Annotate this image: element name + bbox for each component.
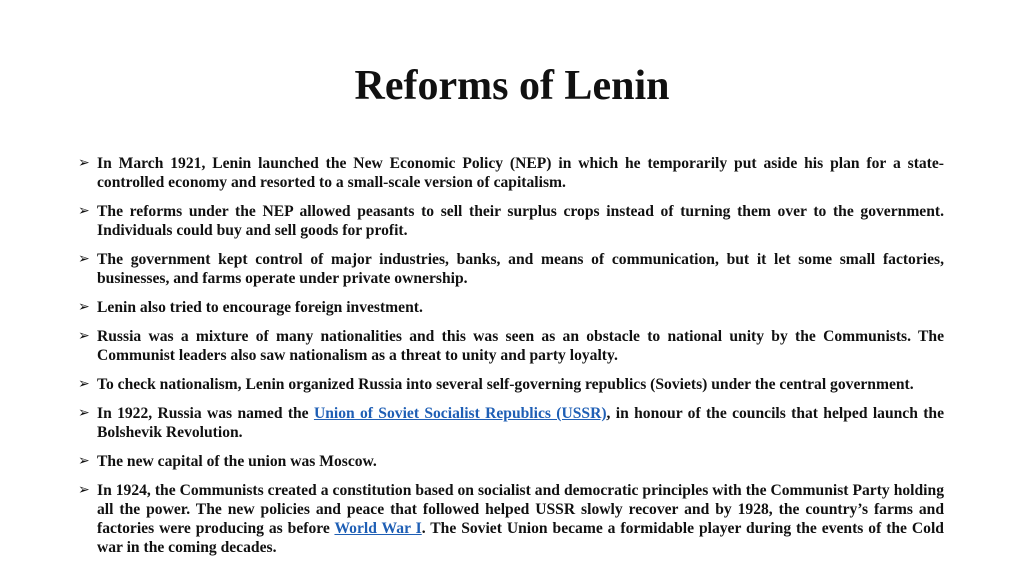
bullet-item bbox=[78, 327, 944, 365]
bullet-item bbox=[78, 250, 944, 288]
bullet-text-before: In 1924, the Communists created a constitution based on socialist and democratic principles with the Communist Party holding all the power. The new policies and peace that followed helped USSR slowly recover and by 1928, the country’s farms and factories were producing as before bbox=[97, 482, 944, 537]
bullet-item bbox=[78, 481, 944, 557]
bullet-item bbox=[78, 202, 944, 240]
arrow-bullet-icon: ➢ bbox=[78, 300, 90, 315]
bullet-text: In March 1921, Lenin launched the New Economic Policy (NEP) in which he temporarily put aside his plan for a state-controlled economy and resorted to a small-scale version of capitalism. bbox=[97, 155, 944, 191]
arrow-bullet-icon: ➢ bbox=[78, 329, 90, 344]
bullet-text-before: In 1922, Russia was named the bbox=[97, 405, 314, 422]
ussr-link[interactable]: Union of Soviet Socialist Republics (USSR) bbox=[313, 405, 607, 422]
bullet-text: The government kept control of major industries, banks, and means of communication, but it let some small factories, businesses, and farms operate under private ownership. bbox=[97, 251, 944, 287]
bullet-text: The reforms under the NEP allowed peasants to sell their surplus crops instead of turning them over to the government. Individuals could buy and sell goods for profit. bbox=[97, 203, 944, 239]
arrow-bullet-icon: ➢ bbox=[78, 406, 90, 421]
slide-title: Reforms of Lenin bbox=[354, 63, 670, 109]
bullet-text-after: , in honour of the councils that helped launch the Bolshevik Revolution. bbox=[97, 405, 944, 441]
bullet-text: Russia was a mixture of many nationalities and this was seen as an obstacle to national unity by the Communists. The Communist leaders also saw nationalism as a threat to unity and party loyalty. bbox=[97, 328, 944, 364]
bullet-text: Lenin also tried to encourage foreign investment. bbox=[97, 299, 423, 316]
arrow-bullet-icon: ➢ bbox=[78, 156, 90, 171]
bullet-text-after: . The Soviet Union became a formidable player during the events of the Cold war in the coming decades. bbox=[97, 520, 944, 556]
arrow-bullet-icon: ➢ bbox=[78, 377, 90, 392]
bullet-text: The new capital of the union was Moscow. bbox=[97, 453, 377, 470]
bullet-item bbox=[78, 404, 944, 442]
arrow-bullet-icon: ➢ bbox=[78, 252, 90, 267]
arrow-bullet-icon: ➢ bbox=[78, 483, 90, 498]
bullet-text: To check nationalism, Lenin organized Russia into several self-governing republics (Soviets) under the central government. bbox=[97, 376, 914, 393]
arrow-bullet-icon: ➢ bbox=[78, 204, 90, 219]
bullet-item bbox=[78, 298, 944, 317]
bullet-item bbox=[78, 452, 944, 471]
arrow-bullet-icon: ➢ bbox=[78, 454, 90, 469]
bullet-list bbox=[78, 154, 944, 567]
bullet-item bbox=[78, 154, 944, 192]
bullet-item bbox=[78, 375, 944, 394]
world-war-i-link[interactable]: World War I bbox=[334, 520, 422, 537]
